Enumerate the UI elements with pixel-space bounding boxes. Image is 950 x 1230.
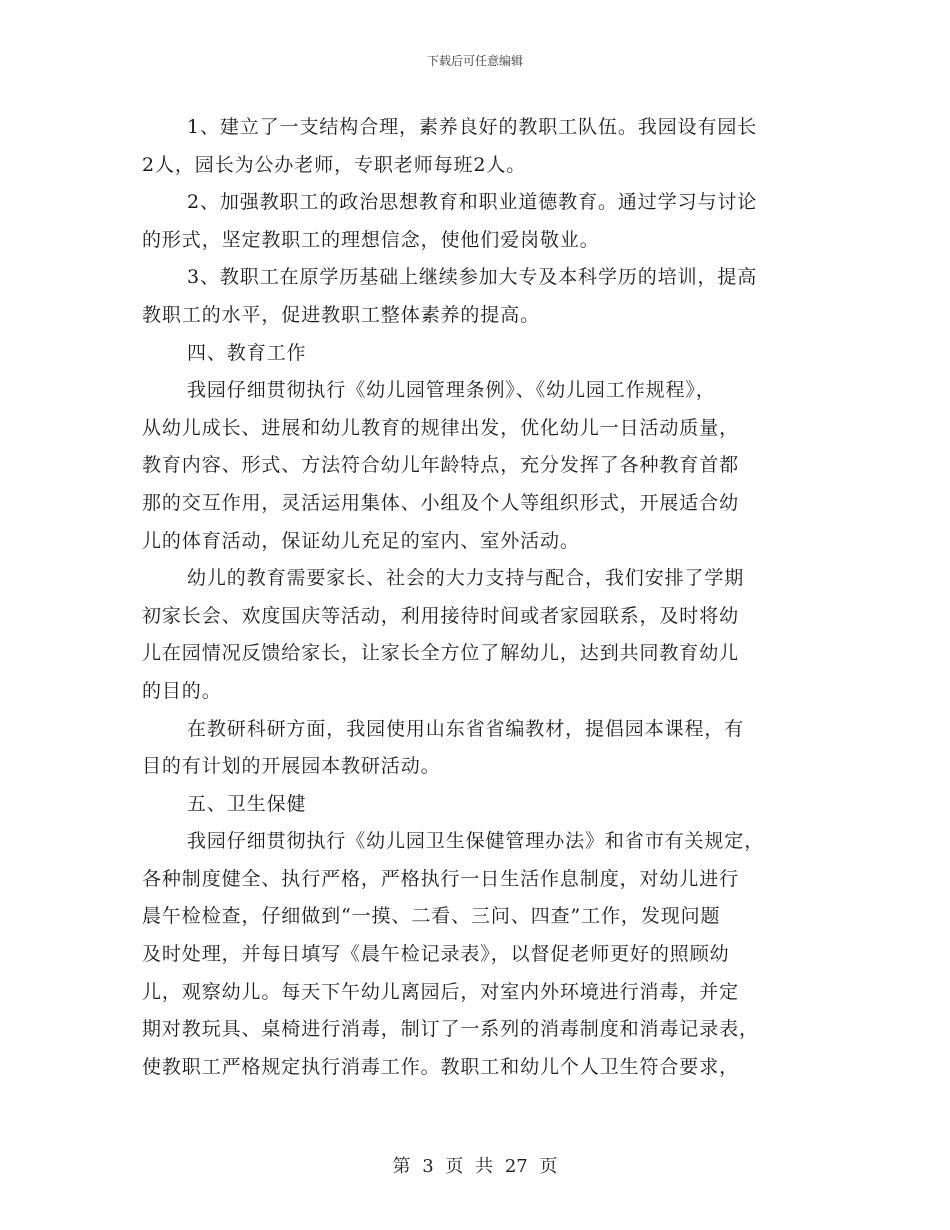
text-line: 我园仔细贯彻执行《幼儿园管理条例》、《幼儿园工作规程》， — [187, 379, 716, 402]
text-line: 教职工的水平，促进教职工整体素养的提高。 — [142, 303, 541, 326]
text-line: 儿，观察幼儿。每天下午幼儿离园后，对室内外环境进行消毒，并定 — [142, 980, 740, 1003]
text-line: 的形式，坚定教职工的理想信念，使他们爱岗敬业。 — [142, 228, 600, 251]
text-line: 从幼儿成长、进展和幼儿教育的规律出发，优化幼儿一日活动质量， — [142, 416, 740, 439]
text-line: 儿的体育活动，保证幼儿充足的室内、室外活动。 — [142, 529, 580, 552]
text-line: 我园仔细贯彻执行《幼儿园卫生保健管理办法》和省市有关规定， — [187, 830, 765, 853]
text-line: 在教研科研方面，我园使用山东省省编教材，提倡园本课程，有 — [187, 717, 745, 740]
text-line: 1、建立了一支结构合理，素养良好的教职工队伍。我园设有园长 — [187, 116, 758, 138]
text-line: 2、加强教职工的政治思想教育和职业道德教育。通过学习与讨论 — [187, 191, 758, 214]
page-footer: 第 3 页 共 27 页 — [392, 1156, 558, 1177]
text-line: 各种制度健全、执行严格，严格执行一日生活作息制度，对幼儿进行 — [142, 867, 740, 890]
text-line: 那的交互作用，灵活运用集体、小组及个人等组织形式，开展适合幼 — [142, 491, 740, 514]
text-line: 及时处理，并每日填写《晨午检记录表》，以督促老师更好的照顾幼 — [142, 943, 730, 966]
text-line: 初家长会、欢度国庆等活动，利用接待时间或者家园联系，及时将幼 — [142, 604, 740, 627]
text-line: 幼儿的教育需要家长、社会的大力支持与配合，我们安排了学期 — [187, 567, 745, 590]
page-header: 下载后可任意编辑 — [426, 54, 523, 68]
text-line: 3、教职工在原学历基础上继续参加大专及本科学历的培训，提高 — [187, 266, 758, 289]
text-line: 使教职工严格规定执行消毒工作。教职工和幼儿个人卫生符合要求， — [142, 1055, 740, 1078]
text-line: 五、卫生保健 — [187, 792, 307, 815]
text-line: 2人，园长为公办老师，专职老师每班2人。 — [142, 153, 527, 176]
text-line: 的目的。 — [142, 679, 222, 702]
text-line: 儿在园情况反馈给家长，让家长全方位了解幼儿，达到共同教育幼儿 — [142, 642, 740, 665]
text-line: 四、教育工作 — [187, 341, 307, 364]
text-line: 期对教玩具、桌椅进行消毒，制订了一系列的消毒制度和消毒记录表， — [142, 1018, 759, 1041]
text-line: 目的有计划的开展园本教研活动。 — [142, 755, 441, 778]
text-line: 教育内容、形式、方法符合幼儿年龄特点，充分发挥了各种教育首都 — [142, 454, 740, 477]
document-body — [142, 109, 814, 1086]
text-line: 晨午检检查，仔细做到“一摸、二看、三问、四查”工作，发现问题 — [142, 905, 721, 928]
